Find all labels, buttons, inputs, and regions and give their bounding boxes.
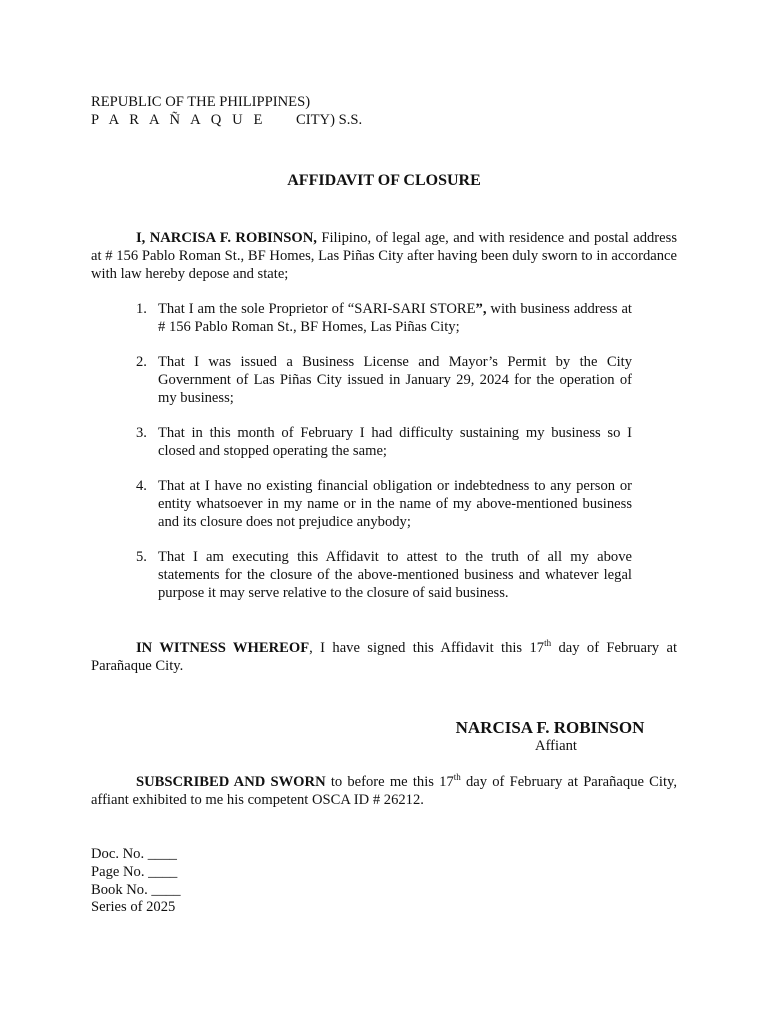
document-title: AFFIDAVIT OF CLOSURE [287, 172, 481, 189]
jurat-text: to before me this 17 [325, 774, 454, 790]
item-text-after: with business address at # 156 Pablo Roman St., BF Homes, Las Piñas City; [158, 301, 632, 335]
item-text: That at I have no existing financial obligation or indebtedness to any person or entity whatsoever in my name or in the name of my above-mentioned business and its closure does not prejudice anybody; [158, 478, 632, 530]
list-item [91, 425, 632, 461]
item-text: That I am the sole Proprietor of “SARI-SARI STORE [158, 301, 476, 317]
intro-paragraph [91, 230, 677, 283]
item-number: 1. [136, 301, 147, 317]
item-bold-text: ”, [475, 301, 487, 317]
notary-series: Series of 2025 [91, 899, 176, 916]
venue-republic: REPUBLIC OF THE PHILIPPINES) [91, 94, 311, 110]
signature-name: NARCISA F. ROBINSON [455, 718, 645, 737]
signature-role: Affiant [535, 738, 577, 754]
item-text: That I was issued a Business License and Mayor’s Permit by the City Government of Las Piñas City issued in January 29, 2024 for the operation of my business; [158, 354, 632, 406]
notary-page-no: Page No. ____ [91, 863, 178, 880]
notary-block [91, 846, 181, 917]
jurat-lead: SUBSCRIBED AND SWORN [136, 774, 326, 790]
intro-text: Filipino, of legal age, and with residence and postal address at # 156 Pablo Roman St., BF Homes, Las Piñas City after having been duly sworn to in accordance with law hereby depose and state; [91, 230, 678, 282]
jurat-ordinal: th [453, 772, 461, 783]
item-text: That in this month of February I had difficulty sustaining my business so I closed and stopped operating the same; [158, 425, 632, 459]
witness-text-end: day of February at Parañaque City. [91, 640, 677, 674]
list-item [91, 301, 632, 337]
venue-city-ss: CITY) S.S. [296, 111, 363, 128]
list-item [91, 478, 632, 531]
venue-city-name: P A R A Ñ A Q U E [91, 111, 267, 128]
item-text: That I am executing this Affidavit to attest to the truth of all my above statements for the closure of the above-mentioned business and whatever legal purpose it may serve relative to the closure of said business. [158, 549, 632, 601]
item-number: 4. [136, 478, 147, 495]
item-number: 3. [136, 425, 147, 442]
affiant-name-intro: I, NARCISA F. ROBINSON, [136, 230, 317, 246]
jurat-text-end: day of February at Parañaque City, affiant exhibited to me his competent OSCA ID # 26212. [91, 774, 678, 808]
jurat-paragraph [91, 774, 677, 810]
witness-text: , I have signed this Affidavit this 17 [309, 640, 545, 656]
venue-block [91, 94, 362, 130]
list-item [91, 354, 632, 407]
list-item [91, 549, 632, 602]
witness-lead: IN WITNESS WHEREOF [136, 640, 310, 656]
item-number: 2. [136, 354, 147, 371]
witness-ordinal: th [544, 638, 552, 649]
notary-doc-no: Doc. No. ____ [91, 846, 177, 862]
notary-book-no: Book No. ____ [91, 881, 181, 898]
statements-list [91, 301, 632, 620]
witness-paragraph [91, 640, 677, 676]
venue-city-line [91, 112, 362, 130]
item-number: 5. [136, 549, 147, 566]
